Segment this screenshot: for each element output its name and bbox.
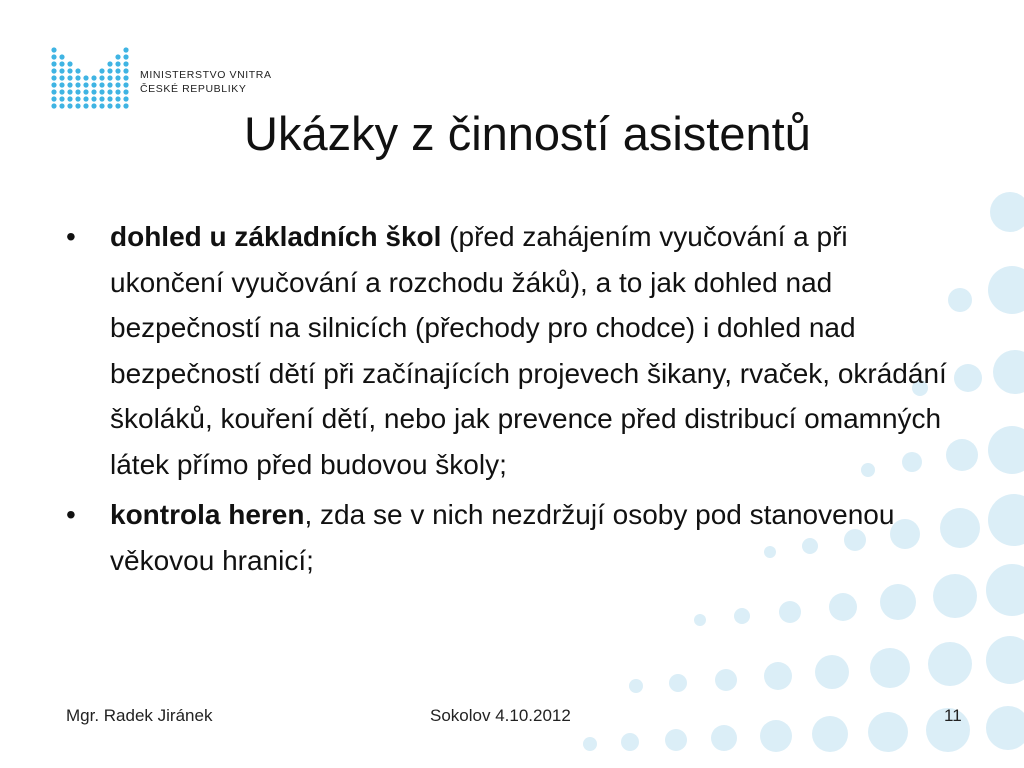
logo-dot: [115, 89, 120, 94]
logo-dot: [83, 103, 88, 108]
logo-dot: [75, 82, 80, 87]
slide-content: [66, 214, 966, 583]
footer-page-number: 11: [944, 706, 962, 725]
decor-dot: [928, 642, 972, 686]
logo-dot: [115, 75, 120, 80]
logo-dot: [107, 75, 112, 80]
decor-dot: [880, 584, 916, 620]
decor-dot: [868, 712, 908, 752]
bullet-item-1-bold: dohled u základních škol: [110, 221, 442, 252]
logo-dot: [59, 82, 64, 87]
decor-dot: [988, 266, 1024, 314]
logo-dot: [51, 82, 56, 87]
bullet-item-2-text: , zda se v nich nezdržují osoby pod stanovenou věkovou hranicí;: [110, 499, 895, 576]
logo-dot: [59, 96, 64, 101]
logo-dot: [99, 89, 104, 94]
slide-title: Ukázky z činností asistentů: [244, 107, 811, 160]
ministry-logo-icon: [50, 46, 132, 110]
logo-dot: [91, 96, 96, 101]
decor-dot: [829, 593, 857, 621]
decor-dot: [669, 674, 687, 692]
logo-dot: [123, 89, 128, 94]
logo-dot: [91, 103, 96, 108]
logo-dot: [83, 75, 88, 80]
logo-dot: [51, 47, 56, 52]
decor-dot: [715, 669, 737, 691]
decor-dot: [870, 648, 910, 688]
logo-dot: [67, 82, 72, 87]
logo-dot: [59, 75, 64, 80]
ministry-name: [140, 68, 272, 96]
logo-dot: [123, 82, 128, 87]
logo-dot: [67, 75, 72, 80]
decor-dot: [760, 720, 792, 752]
decor-dot: [764, 662, 792, 690]
logo-dot: [75, 89, 80, 94]
logo-dot: [51, 89, 56, 94]
logo-dot: [115, 96, 120, 101]
bullet-marker: •: [66, 499, 76, 530]
logo-dot: [115, 68, 120, 73]
decor-dot: [988, 426, 1024, 474]
logo-dot: [59, 54, 64, 59]
bullet-item-2-bold: kontrola heren: [110, 499, 305, 530]
logo-dot: [91, 82, 96, 87]
logo-dot: [91, 75, 96, 80]
logo-dot: [75, 96, 80, 101]
logo-dot: [107, 61, 112, 66]
logo-dot: [51, 75, 56, 80]
logo-dot: [51, 103, 56, 108]
logo-dot: [107, 82, 112, 87]
decor-dot: [734, 608, 750, 624]
logo-dot: [115, 82, 120, 87]
logo-dot: [91, 89, 96, 94]
decor-dot: [629, 679, 643, 693]
logo-dot: [67, 89, 72, 94]
decor-dot: [711, 725, 737, 751]
decor-dot: [986, 564, 1024, 616]
logo-dot: [107, 96, 112, 101]
decor-dot: [694, 614, 706, 626]
ministry-name-line-2: ČESKÉ REPUBLIKY: [140, 83, 247, 95]
decor-dot: [815, 655, 849, 689]
logo-dot: [99, 103, 104, 108]
footer-author: Mgr. Radek Jiránek: [66, 706, 213, 725]
logo-dot: [75, 68, 80, 73]
logo-dot: [51, 96, 56, 101]
logo-dot: [59, 68, 64, 73]
bullet-item-1-text: (před zahájením vyučování a při ukončení vyučování a rozchodu žáků), a to jak dohled nad bezpečností na silnicích (přechody pro chodce) i dohled nad bezpečností dětí při začínajících projevech šikany, rvaček, okrádání školáků, kouření dětí, nebo jak prevence před distribucí omamných látek přímo před budovou školy;: [110, 221, 947, 480]
decor-dot: [986, 706, 1024, 750]
decor-dot: [993, 350, 1024, 394]
bullet-item-1: [66, 214, 966, 487]
logo-dot: [99, 96, 104, 101]
decor-dot: [665, 729, 687, 751]
logo-dot: [67, 61, 72, 66]
logo-dot: [123, 47, 128, 52]
decor-dot: [986, 636, 1024, 684]
decor-dot: [621, 733, 639, 751]
decor-dot: [812, 716, 848, 752]
logo-dot: [123, 61, 128, 66]
logo-dot: [51, 68, 56, 73]
logo-dot: [75, 103, 80, 108]
logo-dot: [115, 54, 120, 59]
logo-dot: [51, 61, 56, 66]
decor-dot: [779, 601, 801, 623]
logo-dot: [123, 103, 128, 108]
decor-dot: [988, 494, 1024, 546]
logo-dot: [51, 54, 56, 59]
logo-dot: [67, 68, 72, 73]
logo-dot: [107, 103, 112, 108]
decor-dot: [583, 737, 597, 751]
logo-dot: [123, 75, 128, 80]
logo-dot: [83, 96, 88, 101]
bullet-marker: •: [66, 221, 76, 252]
ministry-name-line-1: MINISTERSTVO VNITRA: [140, 69, 272, 81]
logo-dot: [107, 89, 112, 94]
logo-dot: [115, 103, 120, 108]
logo-dot: [123, 96, 128, 101]
logo-dot: [59, 61, 64, 66]
logo-dot: [99, 75, 104, 80]
footer-place-date: Sokolov 4.10.2012: [430, 706, 571, 725]
logo-dot: [83, 82, 88, 87]
logo-dot: [75, 75, 80, 80]
logo-dot: [67, 96, 72, 101]
logo-dot: [83, 89, 88, 94]
logo-dot: [99, 68, 104, 73]
logo-dot: [67, 103, 72, 108]
logo-dot: [59, 89, 64, 94]
logo-dot: [99, 82, 104, 87]
logo-dot: [59, 103, 64, 108]
bullet-item-2: [66, 492, 966, 583]
decor-dot: [990, 192, 1024, 232]
logo-dot: [107, 68, 112, 73]
logo-dot: [123, 68, 128, 73]
logo-dot: [115, 61, 120, 66]
logo-dot: [123, 54, 128, 59]
